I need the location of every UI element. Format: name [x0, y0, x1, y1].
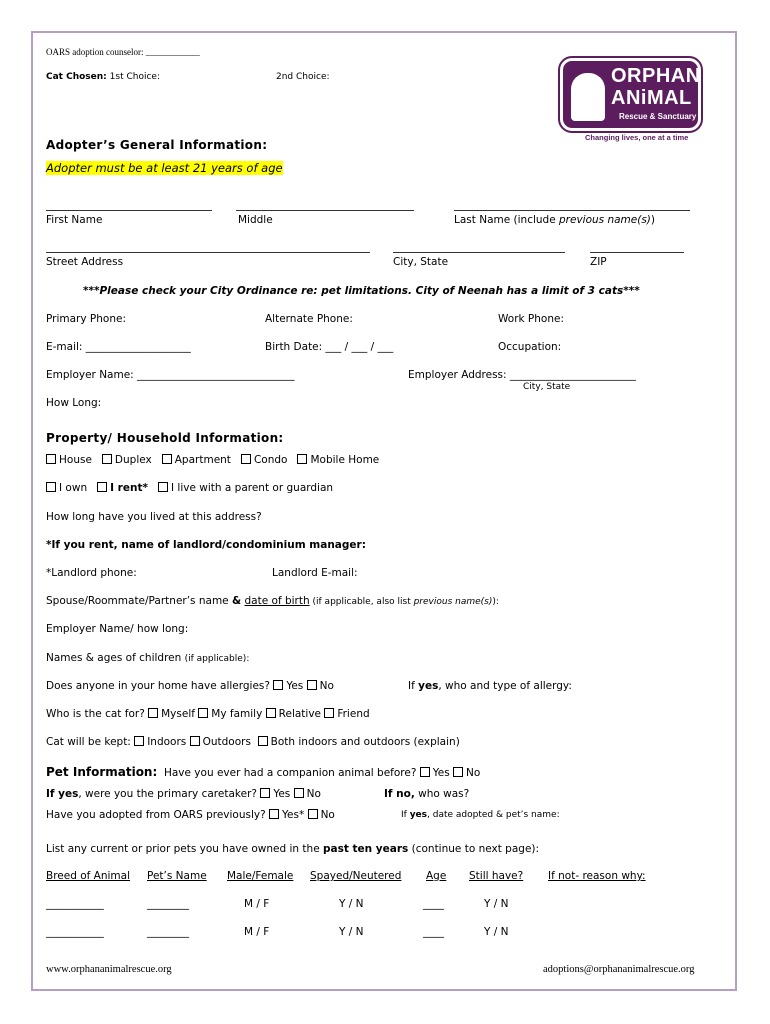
col-breed: Breed of Animal [46, 870, 131, 882]
cat-for-question: Who is the cat for? [46, 708, 145, 720]
primary-phone-label: Primary Phone: [46, 313, 126, 325]
property-heading: Property/ Household Information: [46, 431, 284, 445]
cats-silhouette-icon [571, 73, 605, 121]
outdoors-checkbox[interactable] [190, 736, 200, 746]
occupation-label: Occupation: [498, 341, 562, 353]
street-line[interactable] [46, 252, 370, 253]
condo-label: Condo [253, 454, 288, 466]
alternate-phone-label: Alternate Phone: [265, 313, 353, 325]
age-requirement-note: Adopter must be at least 21 years of age [46, 161, 283, 175]
table-row-2-age[interactable]: ____ [423, 926, 444, 938]
first-choice-label: 1st Choice: [109, 72, 160, 82]
own-label: I own [59, 482, 88, 494]
zip-line[interactable] [590, 252, 684, 253]
how-long-label: How Long: [46, 397, 102, 409]
duplex-label: Duplex [114, 454, 152, 466]
cat-kept-row: Cat will be kept: Indoors Outdoors Both indoors and outdoors (explain) [46, 736, 460, 748]
rent-checkbox[interactable] [97, 482, 107, 492]
table-row-1-still-have[interactable]: Y / N [484, 898, 509, 910]
adopted-row: Have you adopted from OARS previously? Yes* No [46, 809, 335, 821]
city-state-line[interactable] [393, 252, 565, 253]
pet-info-heading: Pet Information: [46, 765, 158, 779]
parent-checkbox[interactable] [158, 482, 168, 492]
email-field[interactable]: E-mail: ____________________ [46, 341, 191, 353]
friend-checkbox[interactable] [324, 708, 334, 718]
col-pet-name: Pet’s Name [147, 870, 207, 882]
landlord-heading: *If you rent, name of landlord/condominium manager: [46, 539, 366, 551]
birth-date-field[interactable]: Birth Date: ___ / ___ / ___ [265, 341, 394, 353]
allergy-detail-label: If yes, who and type of allergy: [408, 680, 572, 692]
adopted-yes-checkbox[interactable] [269, 809, 279, 819]
table-row-1-sex[interactable]: M / F [244, 898, 270, 910]
housing-type-row [46, 454, 379, 466]
pets-list-instruction: List any current or prior pets you have owned in the past ten years (continue to next page): [46, 843, 540, 855]
companion-row: Pet Information: Have you ever had a companion animal before? Yes No [46, 765, 481, 779]
col-still-have: Still have? [469, 870, 524, 882]
caretaker-no-checkbox[interactable] [294, 788, 304, 798]
allergies-question: Does anyone in your home have allergies? [46, 680, 270, 692]
col-spayed: Spayed/Neutered [310, 870, 402, 882]
logo-text-animal: ANiMAL [611, 87, 692, 109]
caretaker-yes-checkbox[interactable] [260, 788, 270, 798]
table-row-2-still-have[interactable]: Y / N [484, 926, 509, 938]
employer-address-field[interactable]: Employer Address: ________________________ [408, 369, 636, 381]
middle-name-label: Middle [238, 214, 273, 226]
col-sex: Male/Female [227, 870, 294, 882]
companion-no-checkbox[interactable] [453, 767, 463, 777]
ownership-row [46, 482, 333, 494]
table-row-1-name[interactable]: ________ [147, 898, 189, 910]
allergies-row: Does anyone in your home have allergies? Yes No [46, 680, 334, 692]
city-state-label: City, State [393, 256, 449, 268]
caretaker-row: If yes, were you the primary caretaker? Yes No [46, 788, 321, 800]
cat-chosen-label: Cat Chosen: [46, 72, 107, 82]
work-phone-label: Work Phone: [498, 313, 564, 325]
allergies-yes-checkbox[interactable] [273, 680, 283, 690]
landlord-email-label: Landlord E-mail: [272, 567, 358, 579]
cat-for-row: Who is the cat for? Myself My family Relative Friend [46, 708, 370, 720]
how-long-address-label: How long have you lived at this address? [46, 511, 262, 523]
table-row-1-breed[interactable]: ___________ [46, 898, 104, 910]
orphan-animal-logo [560, 58, 701, 131]
logo-text-rescue: Rescue & Sanctuary [619, 112, 697, 121]
middle-name-line[interactable] [236, 210, 414, 211]
landlord-phone-label: *Landlord phone: [46, 567, 137, 579]
table-row-2-breed[interactable]: ___________ [46, 926, 104, 938]
caretaker-if-no: If no, who was? [384, 788, 470, 800]
both-checkbox[interactable] [258, 736, 268, 746]
mobile-home-label: Mobile Home [310, 454, 380, 466]
children-label: Names & ages of children (if applicable): [46, 652, 250, 664]
adopted-detail-label: If yes, date adopted & pet’s name: [401, 810, 560, 820]
relative-checkbox[interactable] [266, 708, 276, 718]
last-name-label: Last Name (include previous name(s)) [454, 214, 656, 226]
condo-checkbox[interactable] [241, 454, 251, 464]
cat-chosen-row [46, 72, 160, 82]
table-row-2-sex[interactable]: M / F [244, 926, 270, 938]
family-checkbox[interactable] [198, 708, 208, 718]
apartment-checkbox[interactable] [162, 454, 172, 464]
employer-how-long-label: Employer Name/ how long: [46, 623, 189, 635]
first-name-label: First Name [46, 214, 103, 226]
logo-tagline: Changing lives, one at a time [585, 133, 689, 142]
house-label: House [59, 454, 92, 466]
last-name-line[interactable] [454, 210, 690, 211]
rent-label: I rent* [110, 482, 148, 494]
house-checkbox[interactable] [46, 454, 56, 464]
employer-city-state-label: City, State [523, 382, 571, 392]
ordinance-note: ***Please check your City Ordinance re: pet limitations. City of Neenah has a limit of 3 cats*** [83, 285, 640, 297]
indoors-checkbox[interactable] [134, 736, 144, 746]
apartment-label: Apartment [174, 454, 231, 466]
allergies-no-checkbox[interactable] [307, 680, 317, 690]
mobile-home-checkbox[interactable] [297, 454, 307, 464]
adopted-no-checkbox[interactable] [308, 809, 318, 819]
footer-website[interactable]: www.orphananimalrescue.org [46, 964, 172, 975]
counselor-line: OARS adoption counselor: ____________ [46, 47, 200, 57]
employer-name-field[interactable]: Employer Name: ______________________________ [46, 369, 295, 381]
duplex-checkbox[interactable] [102, 454, 112, 464]
footer-email[interactable]: adoptions@orphananimalrescue.org [543, 964, 695, 975]
companion-yes-checkbox[interactable] [420, 767, 430, 777]
zip-label: ZIP [590, 256, 607, 268]
spouse-label: Spouse/Roommate/Partner’s name & date of birth (if applicable, also list previous name(s)): [46, 595, 499, 607]
logo-text-orphan: ORPHAN [611, 65, 701, 87]
own-checkbox[interactable] [46, 482, 56, 492]
street-label: Street Address [46, 256, 124, 268]
col-reason: If not- reason why: [548, 870, 646, 882]
second-choice-label: 2nd Choice: [276, 72, 330, 82]
table-row-2-name[interactable]: ________ [147, 926, 189, 938]
myself-checkbox[interactable] [148, 708, 158, 718]
cat-kept-question: Cat will be kept: [46, 736, 131, 748]
first-name-line[interactable] [46, 210, 212, 211]
table-row-1-spayed[interactable]: Y / N [339, 898, 364, 910]
table-row-1-age[interactable]: ____ [423, 898, 444, 910]
parent-label: I live with a parent or guardian [171, 482, 334, 494]
table-row-2-spayed[interactable]: Y / N [339, 926, 364, 938]
general-info-heading: Adopter’s General Information: [46, 138, 268, 152]
col-age: Age [426, 870, 447, 882]
